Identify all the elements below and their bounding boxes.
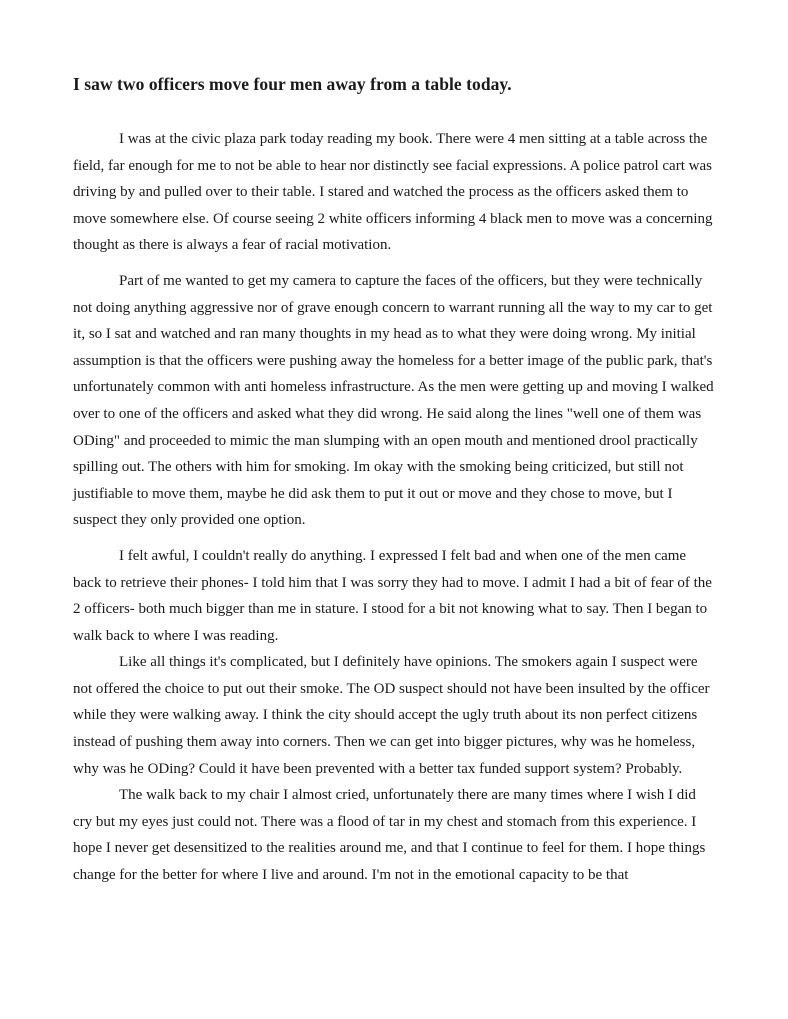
paragraph-5: The walk back to my chair I almost cried, unfortunately there are many times where I wish I did cry but my eyes just could not. There was a flood of tar in my chest and stomach from this experience. I hope I never get desensitized to the realities around me, and that I continue to feel for them. I hope things change for the better for where I live and around. I'm not in the emotional capacity to be that: [73, 787, 706, 884]
paragraph-1: I was at the civic plaza park today reading my book. There were 4 men sitting at a table across the field, far enough for me to not be able to hear nor distinctly see facial expressions. A police patrol cart was driving by and pulled over to their table. I stared and watched the process as the officers asked them to move somewhere else. Of course seeing 2 white officers informing 4 black men to move was a concerning thought as there is always a fear of racial motivation.: [73, 131, 713, 254]
paragraph-2: Part of me wanted to get my camera to capture the faces of the officers, but they were technically not doing anything aggressive nor of grave enough concern to warrant running all the way to my car to get it, so I sat and watched and ran many thoughts in my head as to what they were doing wrong. My initial assumption is that the officers were pushing away the homeless for a better image of the public park, that's unfortunately common with anti homeless infrastructure. As the men were getting up and moving I walked over to one of the officers and asked what they did wrong. He said along the lines "well one of them was ODing" and proceeded to mimic the man slumping with an open mouth and mentioned drool practically spilling out. The others with him for smoking. Im okay with the smoking being criticized, but still not justifiable to move them, maybe he did ask them to put it out or move and they chose to move, but I suspect they only provided one option.: [73, 272, 714, 529]
paragraph-4: Like all things it's complicated, but I definitely have opinions. The smokers again I suspect were not offered the choice to put out their smoke. The OD suspect should not have been insulted by the officer while they were walking away. I think the city should accept the ugly truth about its non perfect citizens instead of pushing them away into corners. Then we can get into bigger pictures, why was he homeless, why was he ODing? Could it have been prevented with a better tax funded support system? Probably.: [73, 654, 710, 777]
document-body: [73, 126, 715, 889]
document-title: I saw two officers move four men away from a table today.: [73, 74, 512, 94]
paragraph-3: I felt awful, I couldn't really do anything. I expressed I felt bad and when one of the men came back to retrieve their phones- I told him that I was sorry they had to move. I admit I had a bit of fear of the 2 officers- both much bigger than me in stature. I stood for a bit not knowing what to say. Then I began to walk back to where I was reading.: [73, 547, 712, 644]
